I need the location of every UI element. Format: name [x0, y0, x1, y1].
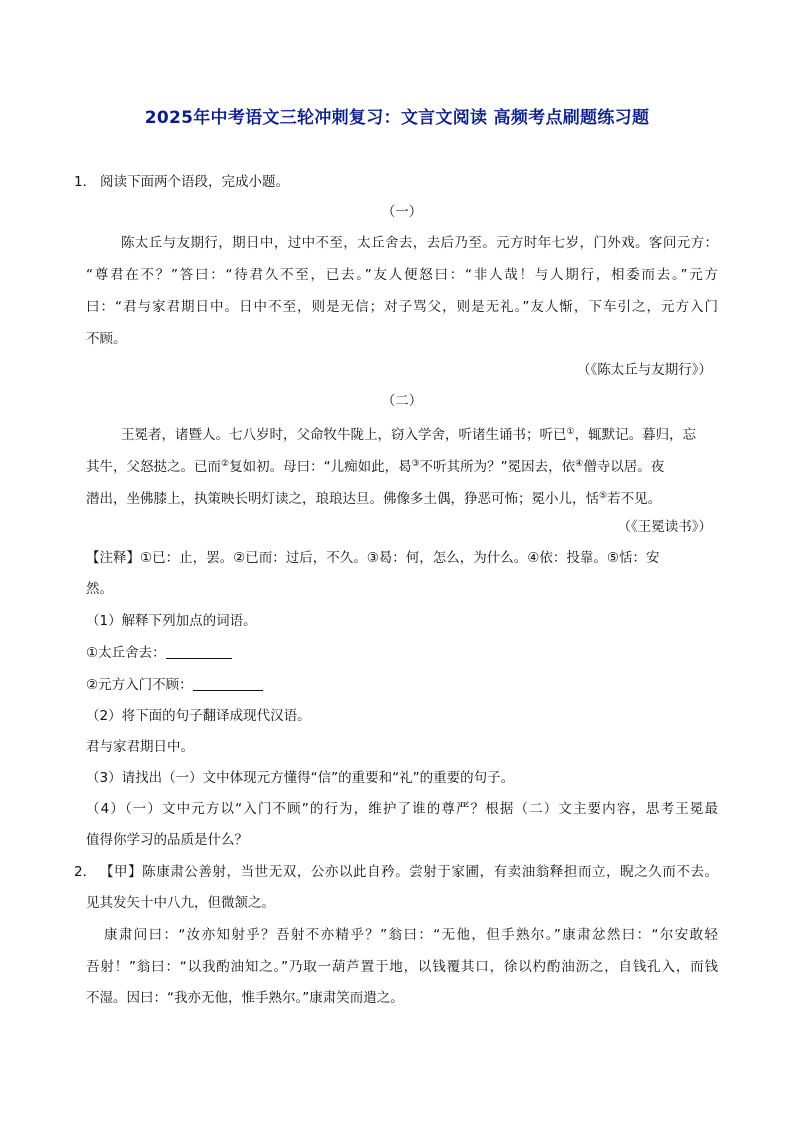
question-2-line: 吾射！”翁曰：“以我酌油知之。”乃取一葫芦置于地，以钱覆其口，徐以杓酌油沥之，自钱孔入，而钱: [86, 959, 718, 975]
passage-1-heading: （一）: [381, 204, 423, 220]
footnote-marker: ④: [575, 459, 584, 469]
subquestion-2-sentence: 君与家君期日中。: [86, 739, 194, 755]
footnote-marker: ②: [221, 459, 230, 469]
passage-1-line: 陈太丘与友期行，期日中，过中不至，太丘舍去，去后乃至。元方时年七岁，门外戏。客问元方：: [121, 235, 718, 251]
page-title: 2025年中考语文三轮冲刺复习：文言文阅读 高频考点刷题练习题: [144, 108, 650, 128]
passage-2-source: （《王冕读书》）: [617, 519, 712, 535]
subquestion-1: （1）解释下列加点的词语。: [86, 613, 257, 629]
answer-blank[interactable]: [166, 644, 232, 659]
question-number-1: 1．: [74, 174, 97, 190]
annotation-line: 然。: [86, 581, 113, 597]
passage-1-line: 曰：“君与家君期日中。日中不至，则是无信；对子骂父，则是无礼。”友人惭，下车引之，元方入门: [86, 299, 718, 315]
question-2-line: 【甲】陈康肃公善射，当世无双，公亦以此自矜。尝射于家圃，有卖油翁释担而立，睨之久而不去。: [100, 864, 718, 880]
subquestion-4-cont: 值得你学习的品质是什么？: [86, 832, 248, 848]
subquestion-2: （2）将下面的句子翻译成现代汉语。: [86, 708, 311, 724]
subquestion-1a: ①太丘舍去：: [86, 643, 718, 663]
passage-2-line: 潜出，坐佛膝上，执策映长明灯读之，琅琅达旦。佛像多土偶，狰恶可怖；冕小儿，恬⑤若不见。: [86, 491, 662, 507]
subquestion-3: （3）请找出（一）文中体现元方懂得“信”的重要和“礼”的重要的句子。: [86, 770, 515, 786]
passage-2-line: 王冕者，诸暨人。七八岁时，父命牧牛陇上，窃入学舍，听诸生诵书；听已①，辄默记。暮归，忘: [121, 427, 697, 443]
subquestion-1b: ②元方入门不顾：: [86, 675, 718, 695]
question-number-2: 2．: [74, 864, 97, 880]
question-2-line: 见其发矢十中八九，但微颔之。: [86, 895, 275, 911]
footnote-marker: ①: [566, 427, 575, 437]
subquestion-4: （4）（一）文中元方以“入门不顾”的行为，维护了谁的尊严？根据（二）文主要内容，思考王冕最: [86, 801, 718, 817]
question-2-line: 康肃问曰：“汝亦知射乎？吾射不亦精乎？”翁曰：“无他，但手熟尔。”康肃忿然曰：“尔安敢轻: [104, 927, 718, 943]
question-1-prompt: 阅读下面两个语段，完成小题。: [100, 174, 289, 190]
passage-2-heading: （二）: [381, 393, 423, 409]
annotation-line: 【注释】①已：止，罢。②已而：过后，不久。③曷：何，怎么，为什么。④依：投靠。⑤恬：安: [86, 550, 660, 566]
footnote-marker: ③: [411, 459, 420, 469]
footnote-marker: ⑤: [599, 491, 608, 501]
passage-1-line: “尊君在不？”答曰：“待君久不至，已去。”友人便怒曰：“非人哉！与人期行，相委而去。”元方: [86, 267, 718, 283]
question-2-line: 不湿。因曰：“我亦无他，惟手熟尔。”康肃笑而遣之。: [86, 990, 404, 1006]
passage-1-line: 不顾。: [86, 331, 127, 347]
passage-2-line: 其牛，父怒挞之。已而②复如初。母曰：“儿痴如此，曷③不听其所为？”冕因去，依④僧寺以居。夜: [86, 459, 665, 475]
passage-1-source: （《陈太丘与友期行》）: [577, 362, 712, 378]
answer-blank[interactable]: [193, 676, 263, 691]
